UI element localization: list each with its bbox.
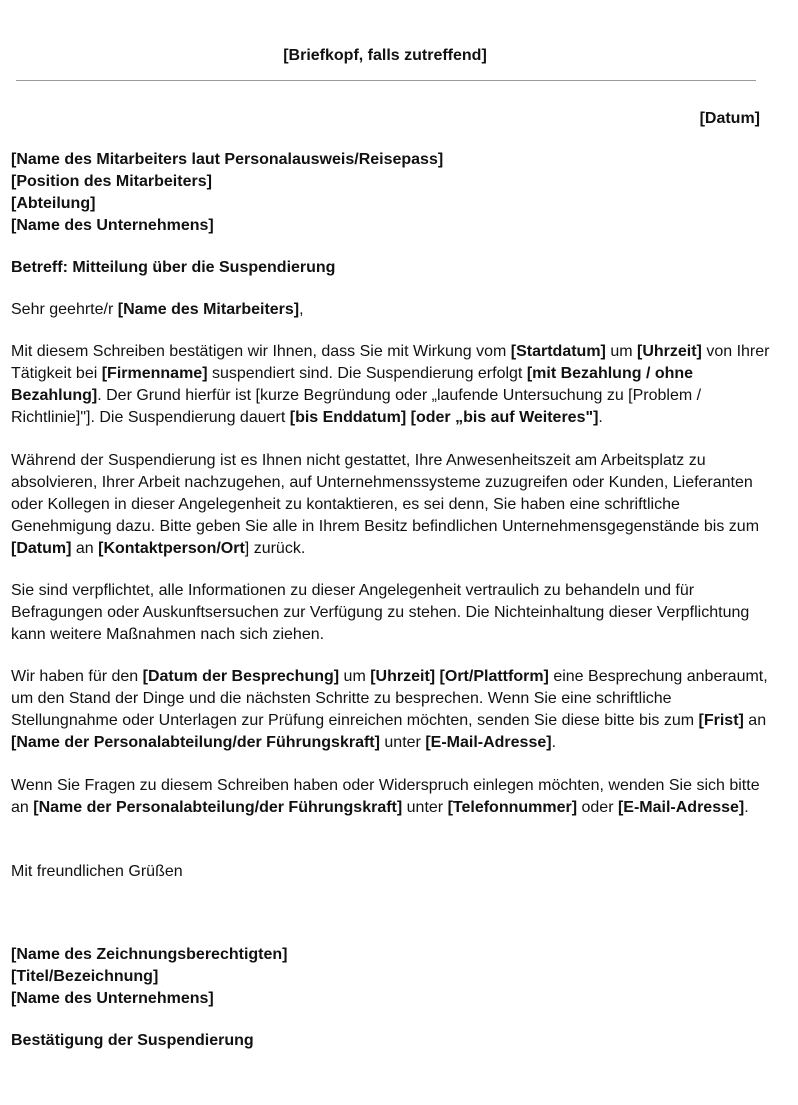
letterhead: [Briefkopf, falls zutreffend] <box>283 47 487 64</box>
placeholder-hr-name: [Name der Personalabteilung/der Führungskraft] <box>11 734 380 751</box>
signatory-name: [Name des Zeichnungsberechtigten] <box>11 946 288 963</box>
paragraph-questions <box>11 775 771 819</box>
placeholder-phone: [Telefonnummer] <box>447 799 578 816</box>
paragraph-suspension-details <box>11 341 771 429</box>
text-run: an <box>743 712 767 729</box>
placeholder-deadline: [Frist] <box>698 712 744 729</box>
salutation-prefix: Sehr geehrte/r <box>11 301 118 318</box>
text-run: . <box>744 799 749 816</box>
paragraph-confidentiality: Sie sind verpflichtet, alle Informationen zu dieser Angelegenheit vertraulich zu behandeln und für Befragungen oder Auskunftsersuchen zur Verfügung zu stehen. Die Nichteinhaltung dieser Verpflichtung kann weitere Maßnahmen nach sich ziehen. <box>11 582 750 643</box>
placeholder-time-location: [Uhrzeit] [Ort/Plattform] <box>370 668 549 685</box>
recipient-address <box>11 149 771 237</box>
text-run: . Der Grund hierfür ist [kurze Begründung oder „laufende Untersuchung zu [Problem / Richtlinie]"]. Die Suspendierung dauert <box>11 387 702 426</box>
salutation-name: [Name des Mitarbeiters] <box>117 301 300 318</box>
header-divider <box>16 80 756 81</box>
signatory-company: [Name des Unternehmens] <box>11 990 214 1007</box>
text-run: unter <box>402 799 448 816</box>
salutation-suffix: , <box>299 301 304 318</box>
closing-phrase: Mit freundlichen Grüßen <box>11 863 183 880</box>
placeholder-start-date: [Startdatum] <box>510 343 606 360</box>
text-run: Mit diesem Schreiben bestätigen wir Ihnen, dass Sie mit Wirkung vom <box>11 343 511 360</box>
salutation <box>11 299 771 321</box>
recipient-department: [Abteilung] <box>11 195 96 212</box>
recipient-name: [Name des Mitarbeiters laut Personalausweis/Reisepass] <box>11 151 444 168</box>
text-run: Wenn Sie Fragen zu diesem Schreiben haben oder Widerspruch einlegen möchten, wenden Sie sich bitte an <box>11 777 760 816</box>
text-run: Wir haben für den <box>11 668 143 685</box>
placeholder-pay-status: [mit Bezahlung / ohne Bezahlung] <box>11 365 694 404</box>
text-run: unter <box>379 734 426 751</box>
text-run: ] zurück. <box>244 540 306 557</box>
placeholder-email: [E-Mail-Adresse] <box>425 734 552 751</box>
text-run: eine Besprechung anberaumt, um den Stand der Dinge und die nächsten Schritte zu besprechen. Wenn Sie eine schriftliche Stellungnahme oder Unterlagen zur Prüfung einreichen möchten, senden Sie diese bitte bis zum <box>11 668 768 729</box>
placeholder-hr-name: [Name der Personalabteilung/der Führungskraft] <box>33 799 403 816</box>
signature-block <box>11 944 771 1010</box>
subject-line: Betreff: Mitteilung über die Suspendierung <box>11 259 336 276</box>
text-run: von Ihrer Tätigkeit bei <box>11 343 770 382</box>
paragraph-meeting <box>11 666 771 754</box>
placeholder-time: [Uhrzeit] <box>637 343 702 360</box>
placeholder-company-name: [Firmenname] <box>101 365 208 382</box>
text-run: um <box>339 668 371 685</box>
placeholder-email: [E-Mail-Adresse] <box>617 799 745 816</box>
text-run: oder <box>577 799 618 816</box>
text-run: . <box>551 734 557 751</box>
placeholder-meeting-date: [Datum der Besprechung] <box>142 668 340 685</box>
text-run: suspendiert sind. Die Suspendierung erfolgt <box>207 365 527 382</box>
placeholder-contact-location: [Kontaktperson/Ort <box>98 540 245 557</box>
recipient-position: [Position des Mitarbeiters] <box>11 173 212 190</box>
recipient-company: [Name des Unternehmens] <box>11 217 214 234</box>
placeholder-return-date: [Datum] <box>11 540 72 557</box>
paragraph-restrictions <box>11 450 771 560</box>
confirmation-heading: Bestätigung der Suspendierung <box>11 1032 254 1049</box>
text-run: um <box>605 343 637 360</box>
text-run: an <box>71 540 99 557</box>
letter-date: [Datum] <box>699 110 760 127</box>
text-run: . <box>598 409 603 426</box>
placeholder-end-date: [bis Enddatum] [oder „bis auf Weiteres"] <box>289 409 599 426</box>
text-run: Während der Suspendierung ist es Ihnen nicht gestattet, Ihre Anwesenheitszeit am Arbeitsplatz zu absolvieren, Ihrer Arbeit nachzugehen, auf Unternehmenssysteme zuzugreifen oder Kunden, Lieferanten oder Kollegen in dieser Angelegenheit zu kontaktieren, es sei denn, Sie haben eine schriftliche Genehmigung dazu. Bitte geben Sie alle in Ihrem Besitz befindlichen Unternehmensgegenstände bis zum <box>11 452 760 535</box>
signatory-title: [Titel/Bezeichnung] <box>11 968 159 985</box>
